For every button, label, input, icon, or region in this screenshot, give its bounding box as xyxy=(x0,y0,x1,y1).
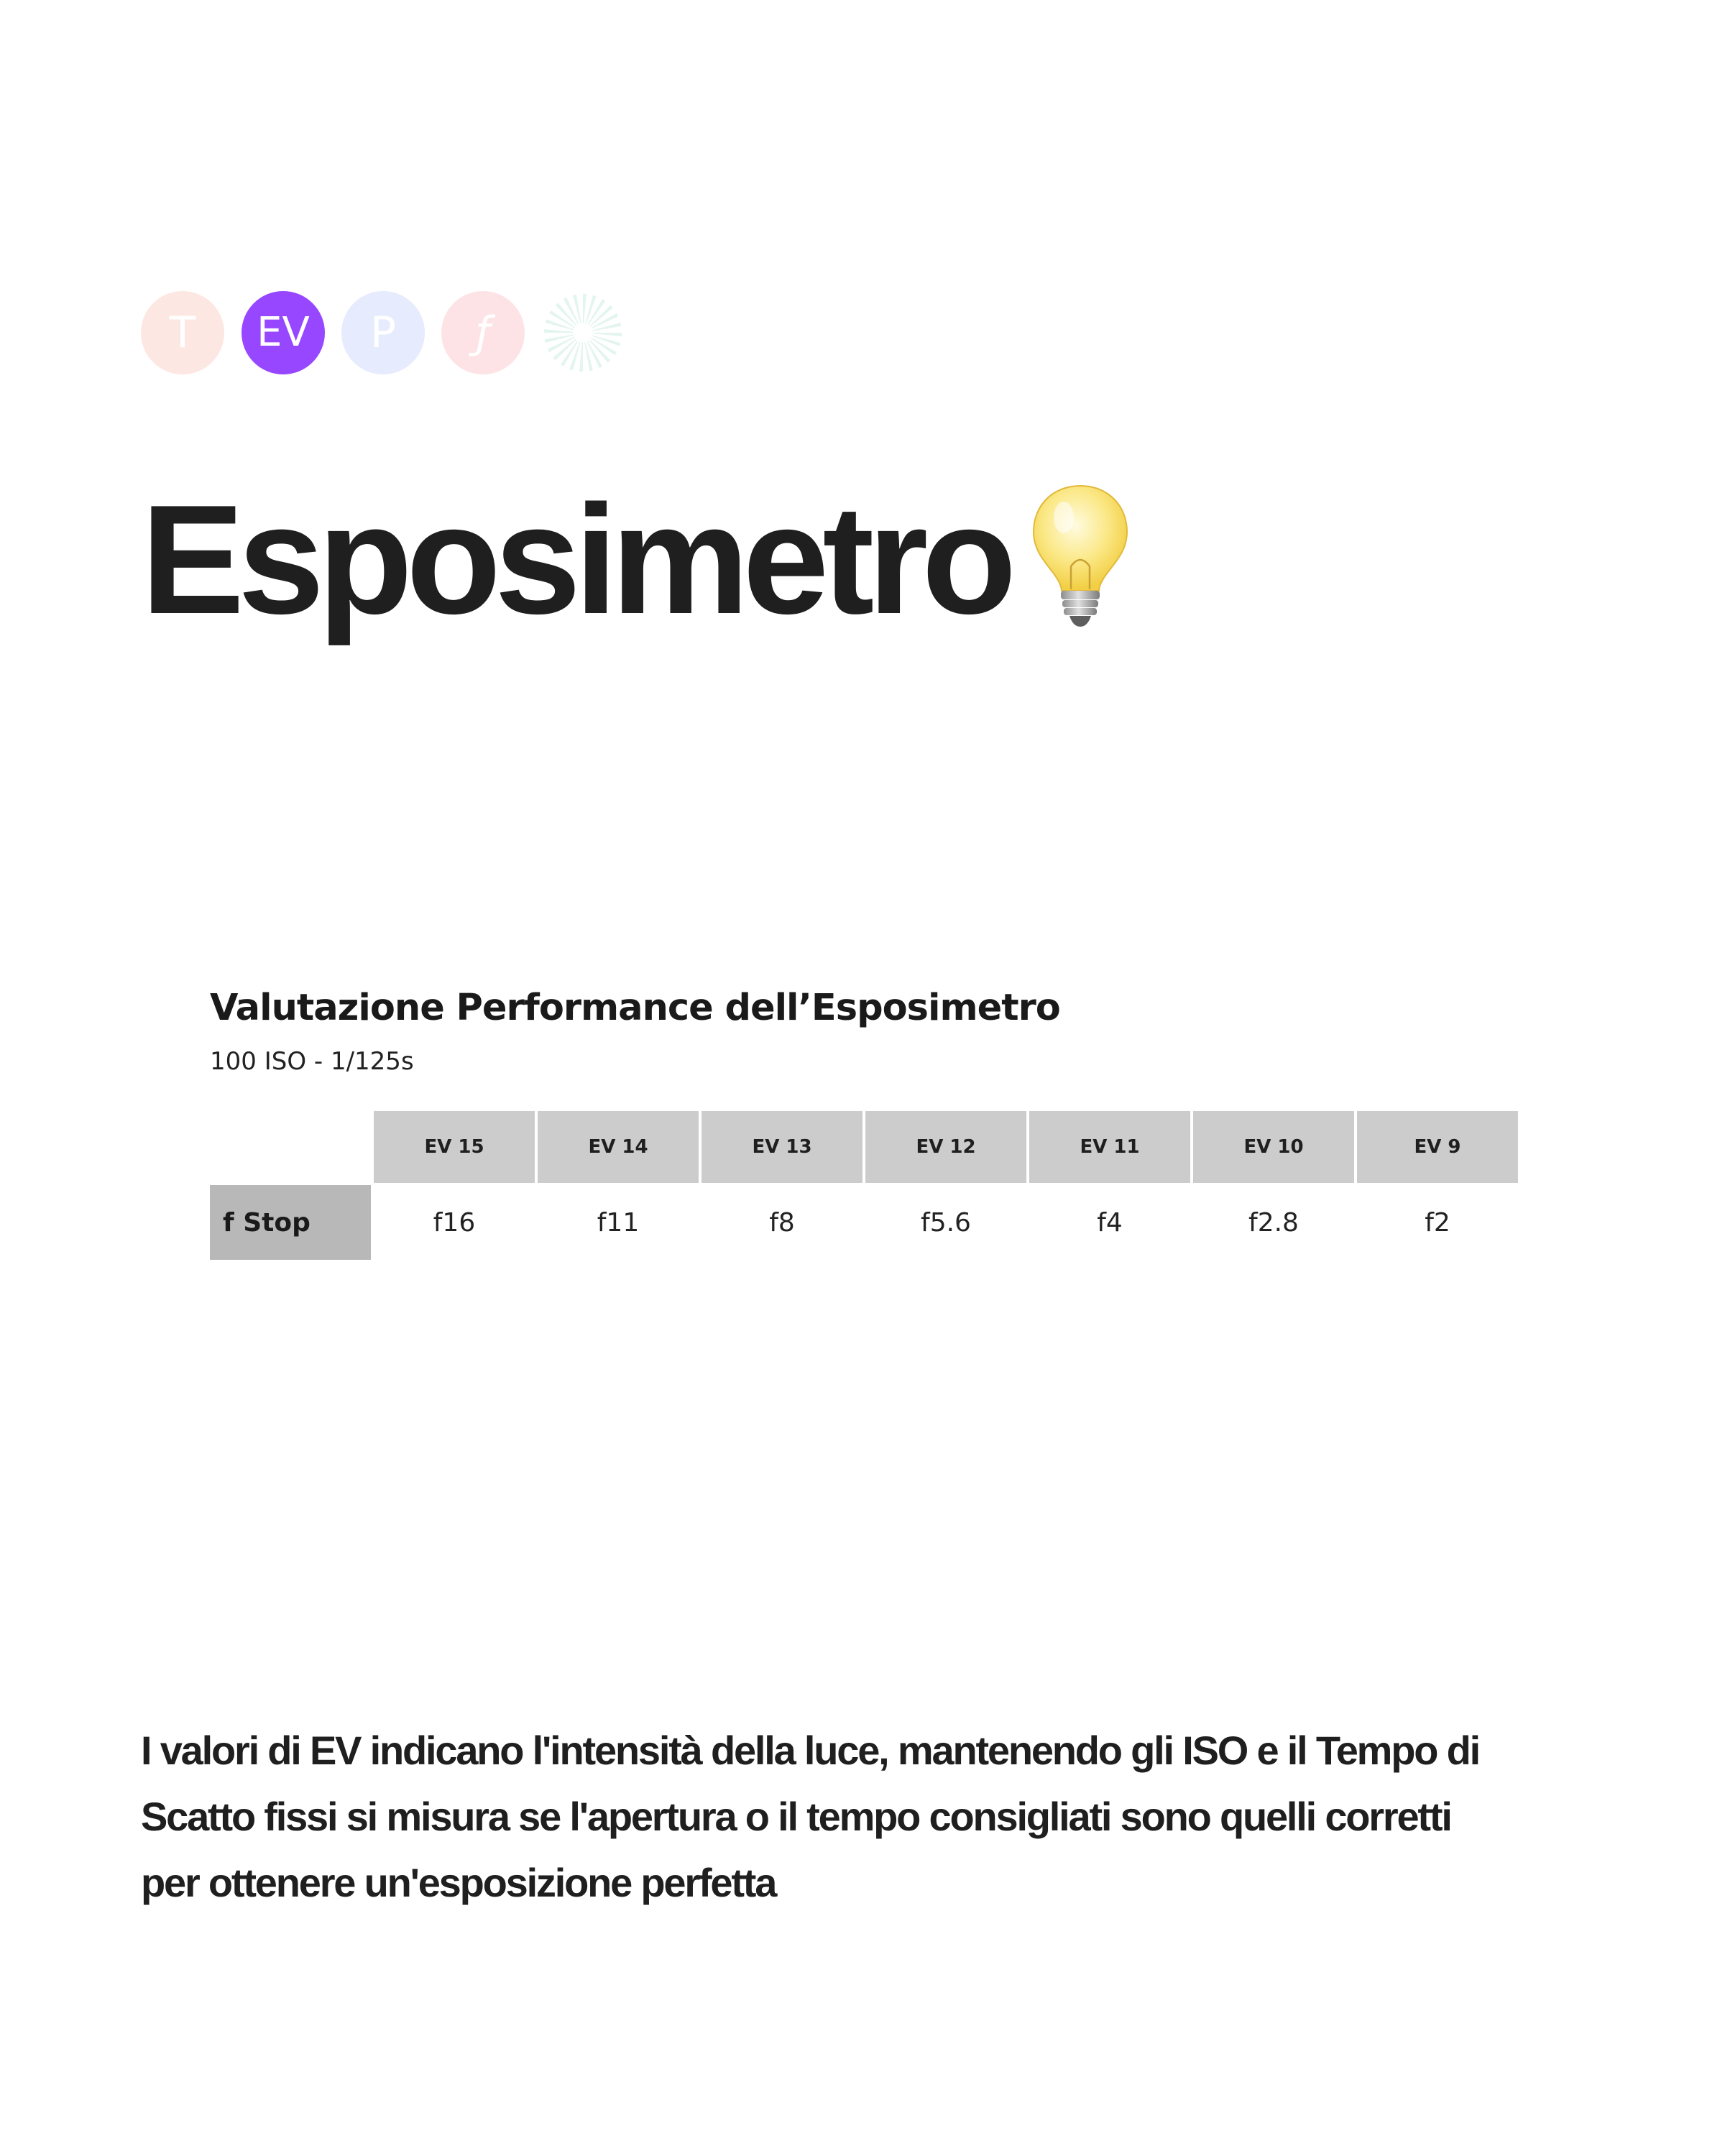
burst-ray xyxy=(583,294,586,323)
aperture-burst-icon[interactable] xyxy=(541,291,625,374)
table-corner xyxy=(210,1111,371,1183)
column-header: EV 11 xyxy=(1029,1111,1190,1183)
burst-ray xyxy=(592,323,621,331)
description-paragraph: I valori di EV indicano l'intensità della luce, mantenendo gli ISO e il Tempo di Scatto fissi si misura se l'apertura o il tempo consigliati sono quelli corretti per ottenere un'esposizione perfetta xyxy=(141,1728,1479,1905)
p-icon[interactable]: P xyxy=(341,291,425,374)
table-cell: f4 xyxy=(1029,1185,1190,1260)
table-subtitle: 100 ISO - 1/125s xyxy=(210,1047,414,1076)
table-cell: f16 xyxy=(374,1185,535,1260)
ev-table xyxy=(207,1109,1521,1262)
table-cell: f2.8 xyxy=(1193,1185,1354,1260)
column-header: EV 10 xyxy=(1193,1111,1354,1183)
table-title: Valutazione Performance dell’Esposimetro xyxy=(210,987,1060,1029)
aperture-burst-graphic xyxy=(541,291,625,374)
ev-icon[interactable]: EV xyxy=(242,291,325,374)
page-title: Esposimetro xyxy=(141,472,1011,646)
burst-ray xyxy=(592,333,622,336)
column-header: EV 15 xyxy=(374,1111,535,1183)
column-header: EV 12 xyxy=(865,1111,1026,1183)
table-cell: f8 xyxy=(702,1185,862,1260)
burst-ray xyxy=(579,342,583,372)
burst-ray xyxy=(544,329,574,333)
f-icon[interactable]: ƒ xyxy=(441,291,525,374)
table-row xyxy=(210,1185,1518,1260)
t-icon[interactable]: T xyxy=(141,291,224,374)
row-header: f Stop xyxy=(210,1185,371,1260)
column-header: EV 14 xyxy=(538,1111,699,1183)
column-header: EV 13 xyxy=(702,1111,862,1183)
column-header: EV 9 xyxy=(1357,1111,1518,1183)
table-cell: f2 xyxy=(1357,1185,1518,1260)
burst-ray xyxy=(584,342,593,371)
burst-ray xyxy=(573,295,581,323)
burst-ray xyxy=(545,334,574,343)
table-cell: f5.6 xyxy=(865,1185,1026,1260)
table-header-row xyxy=(210,1111,1518,1183)
table-cell: f11 xyxy=(538,1185,699,1260)
light-bulb-icon xyxy=(1026,482,1134,632)
